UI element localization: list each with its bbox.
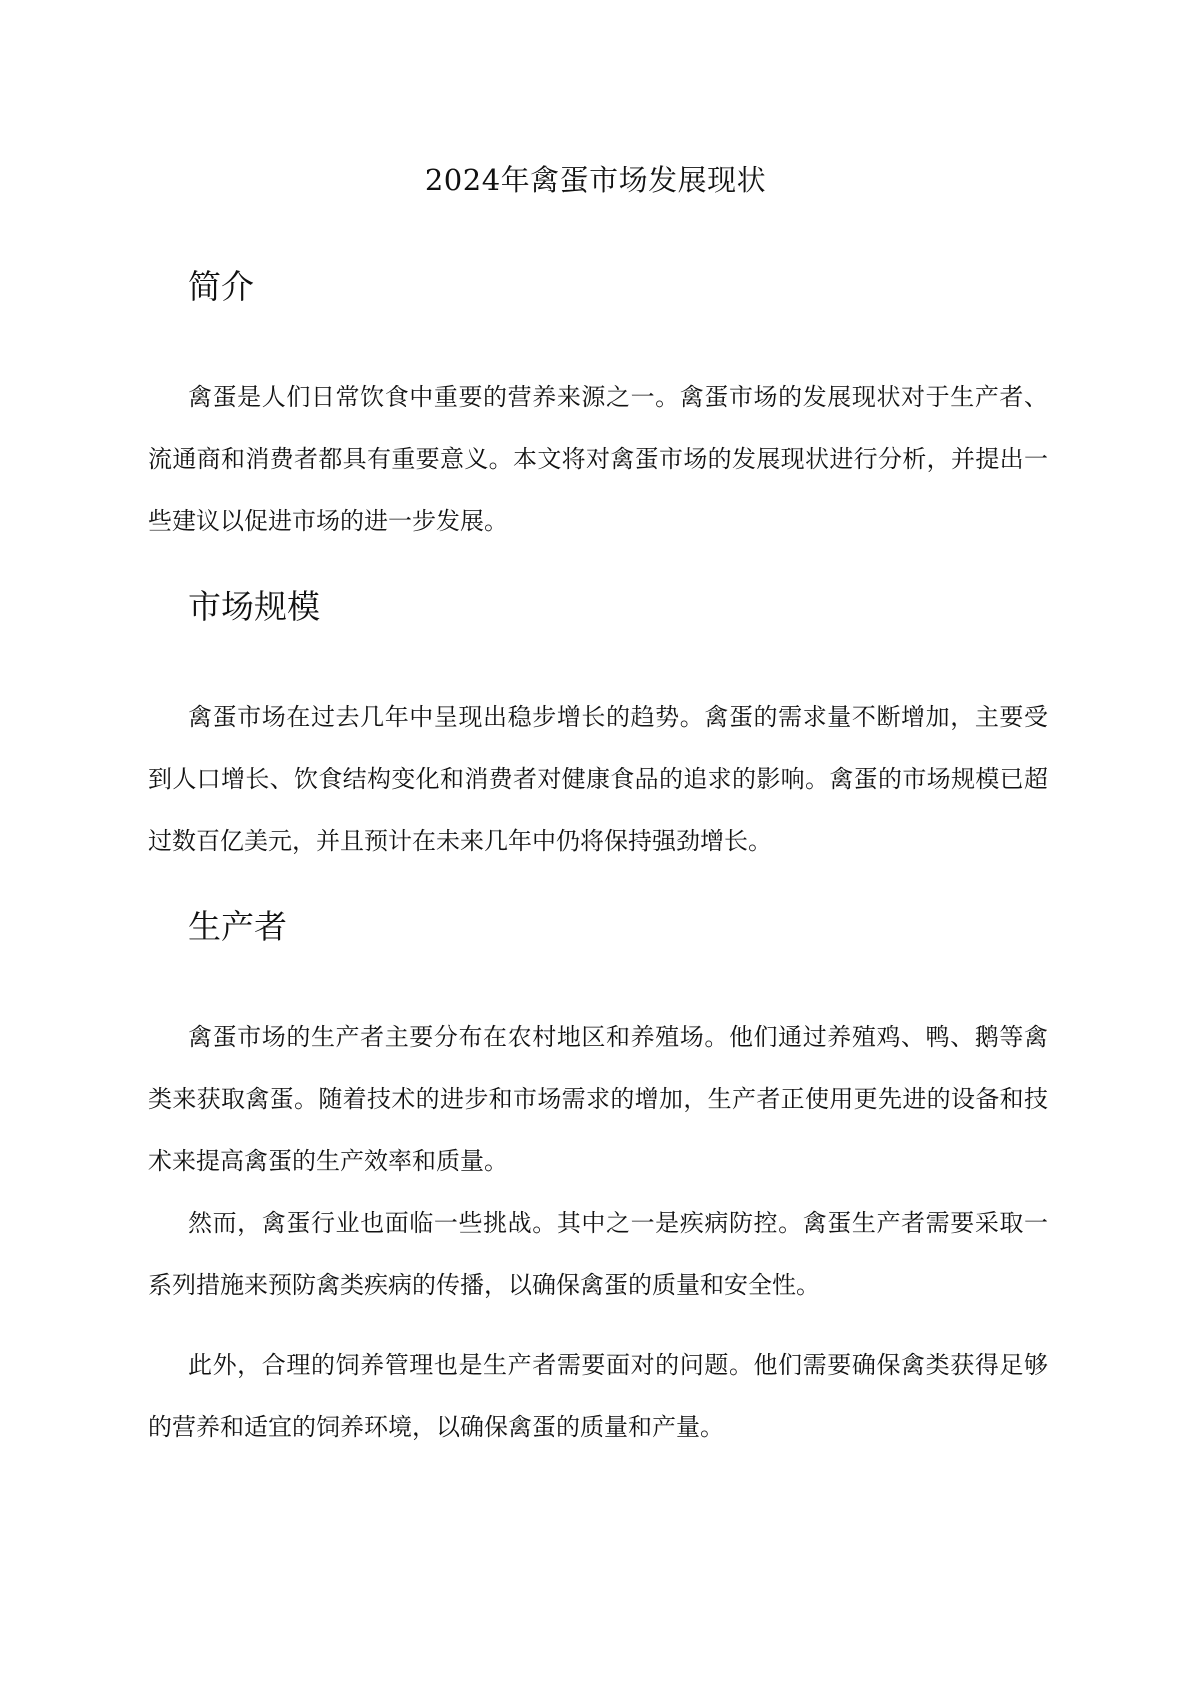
section-heading-market-scale: 市场规模: [188, 587, 320, 626]
paragraph-producers-distribution: 禽蛋市场的生产者主要分布在农村地区和养殖场。他们通过养殖鸡、鸭、鹅等禽类来获取禽蛋。随着技术的进步和市场需求的增加，生产者正使用更先进的设备和技术来提高禽蛋的生产效率和质量。: [148, 1023, 1048, 1175]
paragraph-market-scale: 禽蛋市场在过去几年中呈现出稳步增长的趋势。禽蛋的需求量不断增加，主要受到人口增长、饮食结构变化和消费者对健康食品的追求的影响。禽蛋的市场规模已超过数百亿美元，并且预计在未来几年中仍将保持强劲增长。: [148, 703, 1048, 855]
section-heading-producers: 生产者: [188, 907, 287, 946]
section-heading-intro: 简介: [188, 267, 254, 306]
paragraph-producers-management: 此外，合理的饲养管理也是生产者需要面对的问题。他们需要确保禽类获得足够的营养和适宜的饲养环境，以确保禽蛋的质量和产量。: [148, 1351, 1048, 1441]
paragraph-intro: 禽蛋是人们日常饮食中重要的营养来源之一。禽蛋市场的发展现状对于生产者、流通商和消费者都具有重要意义。本文将对禽蛋市场的发展现状进行分析，并提出一些建议以促进市场的进一步发展。: [148, 383, 1048, 535]
paragraph-producers-challenges: 然而，禽蛋行业也面临一些挑战。其中之一是疾病防控。禽蛋生产者需要采取一系列措施来预防禽类疾病的传播，以确保禽蛋的质量和安全性。: [148, 1209, 1048, 1299]
document-title: 2024年禽蛋市场发展现状: [424, 163, 767, 197]
